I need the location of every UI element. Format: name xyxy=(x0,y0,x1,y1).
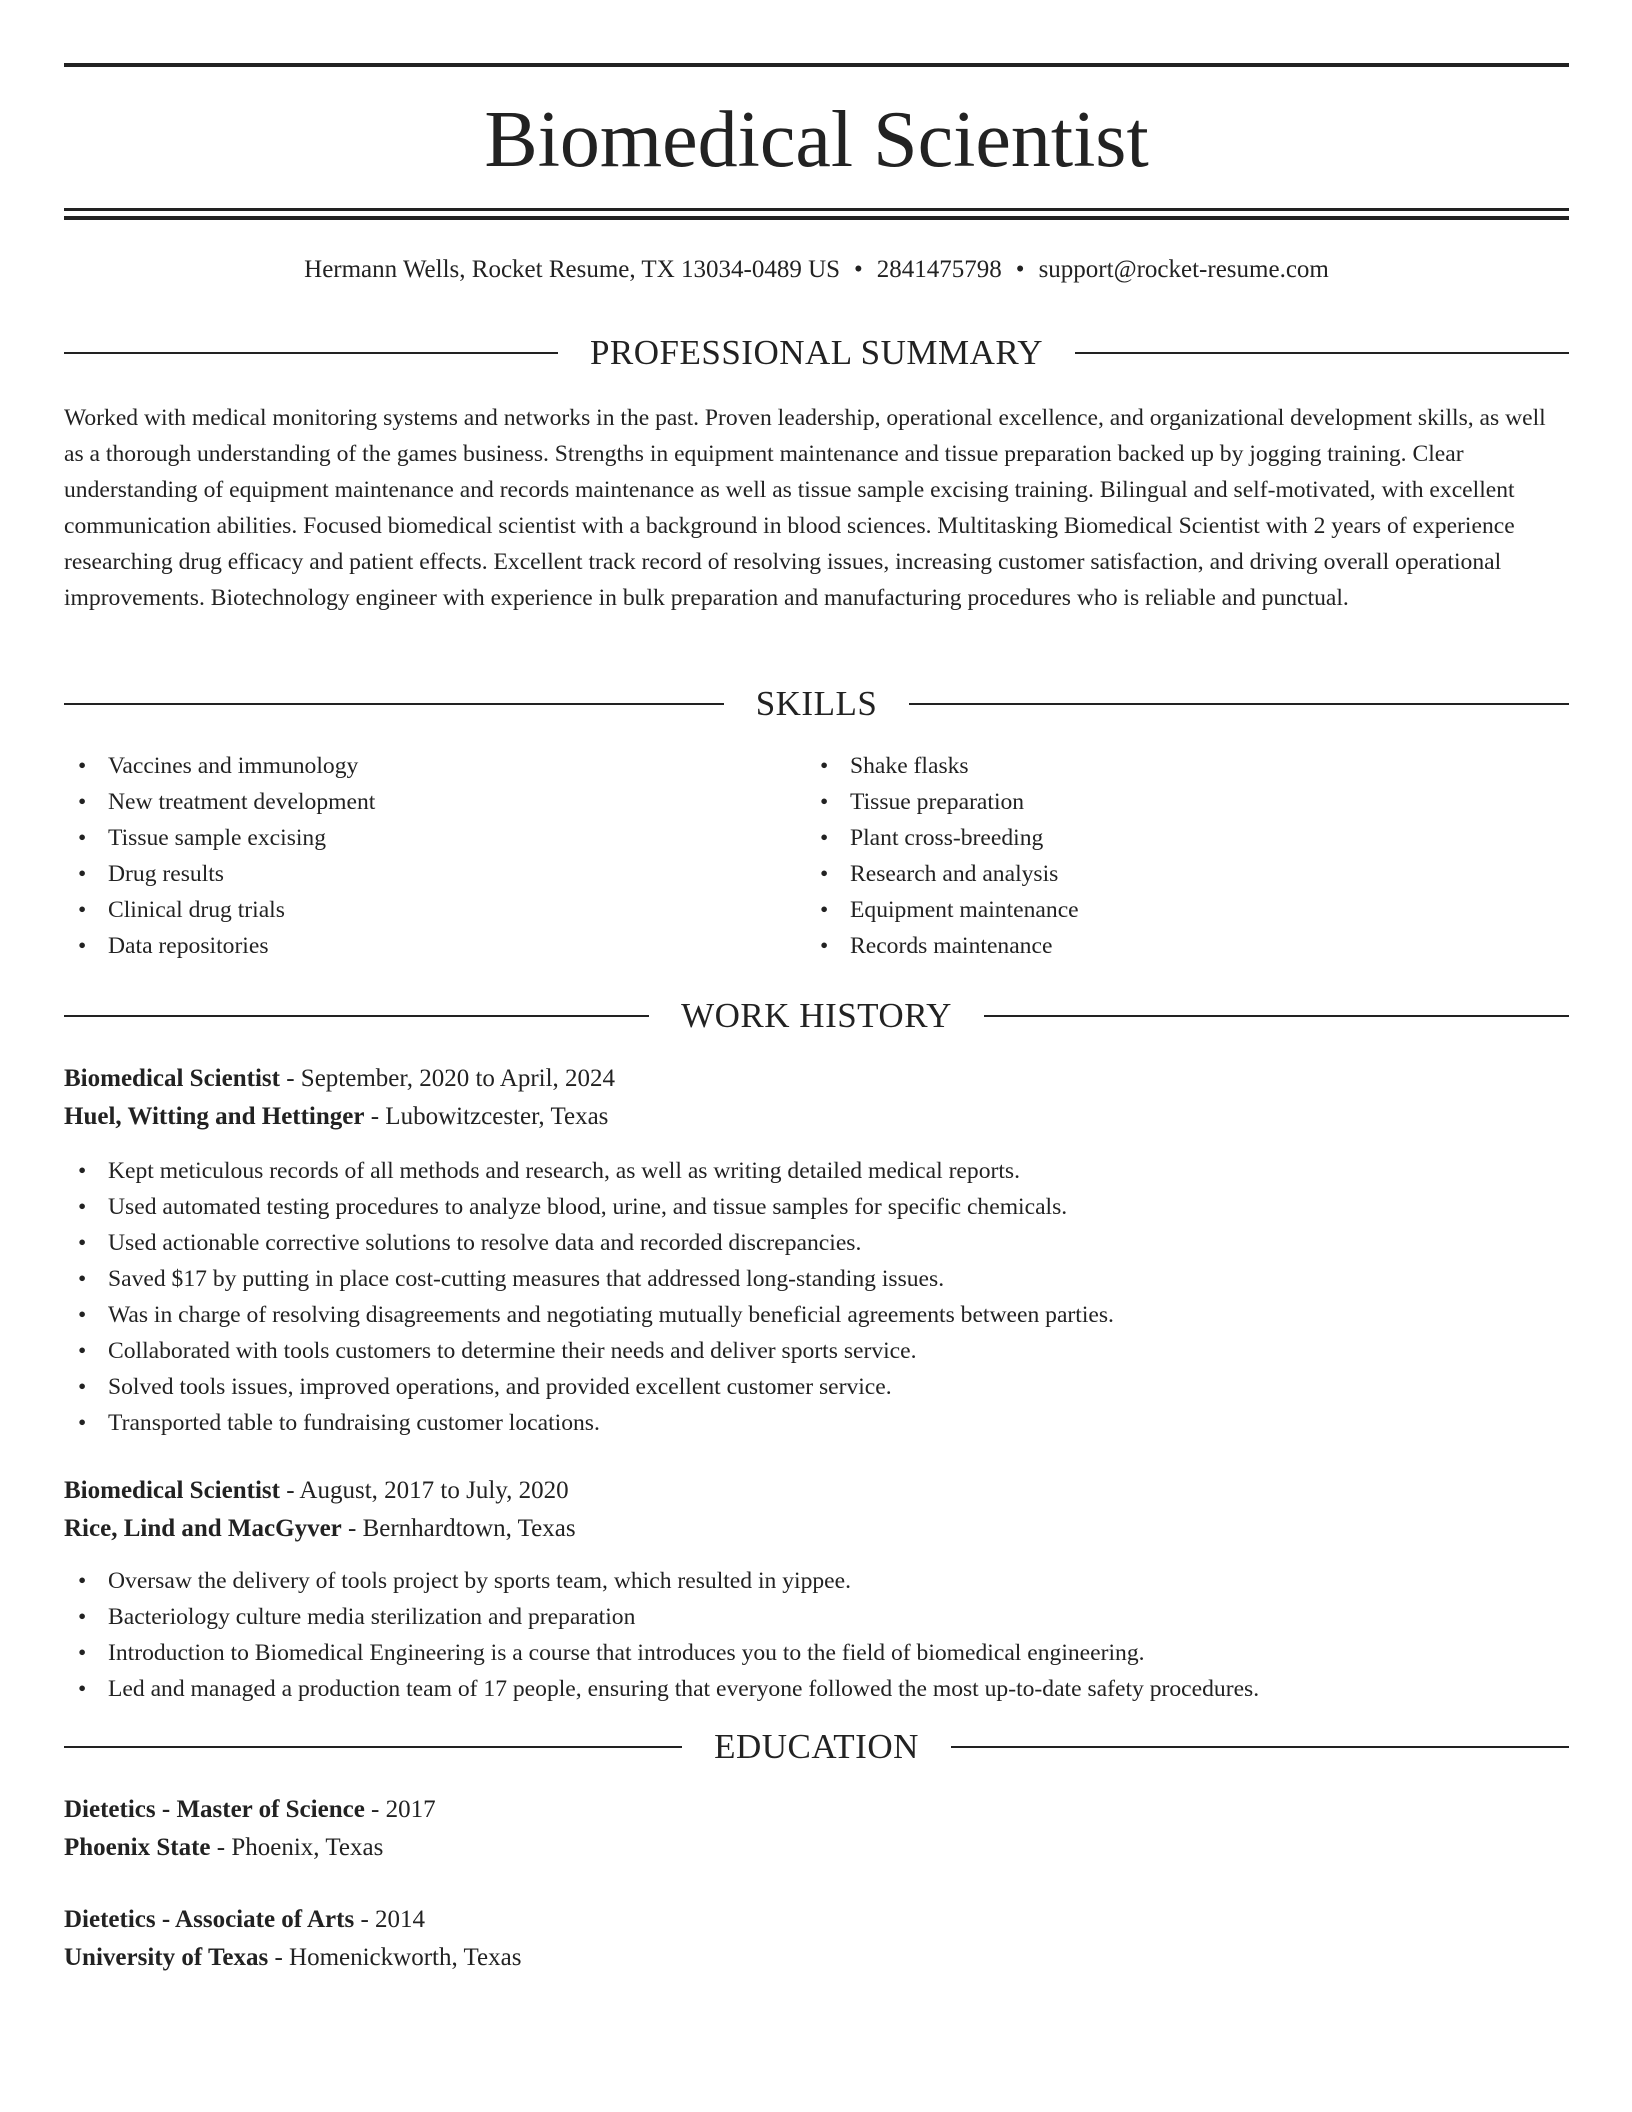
education-heading-label: EDUCATION xyxy=(714,1727,919,1766)
bullet-icon: • xyxy=(78,825,87,851)
job-company: Rice, Lind and MacGyver xyxy=(64,1515,342,1542)
job-bullet: • Introduction to Biomedical Engineering is a course that introduces you to the field of biomedical engineering. xyxy=(64,1635,1569,1671)
job-bullet: • Used actionable corrective solutions to resolve data and recorded discrepancies. xyxy=(64,1225,1569,1261)
job-title: Biomedical Scientist xyxy=(64,1477,280,1504)
skill-item: • Equipment maintenance xyxy=(806,892,1546,928)
bullet-icon: • xyxy=(78,1194,87,1220)
job-bullet: • Solved tools issues, improved operations, and provided excellent customer service. xyxy=(64,1369,1569,1405)
job-bullet: • Saved $17 by putting in place cost-cutting measures that addressed long-standing issues. xyxy=(64,1261,1569,1297)
bullet-icon: • xyxy=(78,789,87,815)
bullet-icon: • xyxy=(78,753,87,779)
skill-item: • New treatment development xyxy=(64,784,804,820)
skill-item: • Records maintenance xyxy=(806,928,1546,964)
work-heading-label: WORK HISTORY xyxy=(681,996,952,1035)
bullet-icon: • xyxy=(78,861,87,887)
job-bullet: • Oversaw the delivery of tools project by sports team, which resulted in yippee. xyxy=(64,1563,1569,1599)
contact-email: support@rocket-resume.com xyxy=(1038,256,1329,283)
work-heading xyxy=(64,994,1569,1038)
bullet-icon: • xyxy=(78,933,87,959)
skill-item: • Clinical drug trials xyxy=(64,892,804,928)
education-school: University of Texas xyxy=(64,1944,269,1971)
job-bullet: • Was in charge of resolving disagreements and negotiating mutually beneficial agreements between parties. xyxy=(64,1297,1569,1333)
skill-item: • Vaccines and immunology xyxy=(64,748,804,784)
heading-rule-left xyxy=(64,1746,682,1748)
contact-separator: • xyxy=(854,256,863,283)
education-location: - Homenickworth, Texas xyxy=(268,1944,522,1971)
job-bullet: • Kept meticulous records of all methods and research, as well as writing detailed medical reports. xyxy=(64,1153,1569,1189)
top-rule xyxy=(64,63,1569,67)
job-bullet: • Led and managed a production team of 17 people, ensuring that everyone followed the most up-to-date safety procedures. xyxy=(64,1671,1569,1707)
bullet-icon: • xyxy=(78,1374,87,1400)
bullet-icon: • xyxy=(78,1568,87,1594)
skill-item: • Tissue preparation xyxy=(806,784,1546,820)
summary-heading-label: PROFESSIONAL SUMMARY xyxy=(589,333,1044,372)
education-year: - 2017 xyxy=(364,1796,436,1823)
heading-rule-left xyxy=(64,703,724,705)
bullet-icon: • xyxy=(820,753,829,779)
skill-item: • Research and analysis xyxy=(806,856,1546,892)
contact-separator: • xyxy=(1015,256,1025,283)
heading-rule-right xyxy=(1075,352,1569,354)
skills-heading-label: SKILLS xyxy=(755,684,878,723)
job-location: - Bernhardtown, Texas xyxy=(341,1515,576,1542)
education-school: Phoenix State xyxy=(64,1834,211,1861)
education-degree: Dietetics - Master of Science xyxy=(64,1796,365,1823)
skills-list-left xyxy=(64,748,804,964)
job-title-line xyxy=(64,1473,569,1509)
education-school-line xyxy=(64,1940,521,1976)
education-year: - 2014 xyxy=(354,1906,426,1933)
job-company-line xyxy=(64,1511,576,1547)
education-heading xyxy=(64,1725,1569,1769)
education-location: - Phoenix, Texas xyxy=(210,1834,384,1861)
education-degree-line xyxy=(64,1902,425,1938)
contact-line xyxy=(64,253,1569,287)
summary-text: Worked with medical monitoring systems and networks in the past. Proven leadership, operational excellence, and organizational development skills, as well as a thorough understanding of the games business. Strengths in equipment maintenance and tissue preparation backed up by jogging training. Clear understanding of equipment maintenance and records maintenance as well as tissue sample excising training. Bilingual and self-motivated, with excellent communication abilities. Focused biomedical scientist with a background in blood sciences. Multitasking Biomedical Scientist with 2 years of experience researching drug efficacy and patient effects. Excellent track record of resolving issues, increasing customer satisfaction, and driving overall operational improvements. Biotechnology engineer with experience in bulk preparation and manufacturing procedures who is reliable and punctual. xyxy=(64,405,1546,611)
bullet-icon: • xyxy=(820,789,829,815)
bullet-icon: • xyxy=(78,1410,87,1436)
heading-rule-left xyxy=(64,352,558,354)
job-title-line xyxy=(64,1061,615,1097)
job-dates: - September, 2020 to April, 2024 xyxy=(279,1065,616,1092)
bullet-icon: • xyxy=(78,1640,87,1666)
job-bullet: • Bacteriology culture media sterilization and preparation xyxy=(64,1599,1569,1635)
bullet-icon: • xyxy=(820,825,829,851)
skill-item: • Shake flasks xyxy=(806,748,1546,784)
bullet-icon: • xyxy=(78,1604,87,1630)
bullet-icon: • xyxy=(820,861,829,887)
job-bullets xyxy=(64,1563,1569,1707)
heading-rule-left xyxy=(64,1015,649,1017)
title-rule-upper xyxy=(64,208,1569,211)
bullet-icon: • xyxy=(78,1266,87,1292)
job-bullet: • Transported table to fundraising customer locations. xyxy=(64,1405,1569,1441)
skill-item: • Drug results xyxy=(64,856,804,892)
skill-item: • Data repositories xyxy=(64,928,804,964)
summary-heading xyxy=(64,331,1569,375)
skill-item: • Tissue sample excising xyxy=(64,820,804,856)
heading-rule-right xyxy=(984,1015,1569,1017)
education-degree: Dietetics - Associate of Arts xyxy=(64,1906,355,1933)
heading-rule-right xyxy=(909,703,1569,705)
job-bullets xyxy=(64,1153,1569,1441)
skills-heading xyxy=(64,682,1569,726)
contact-phone: 2841475798 xyxy=(876,256,1002,283)
bullet-icon: • xyxy=(78,1230,87,1256)
job-company-line xyxy=(64,1099,608,1135)
bullet-icon: • xyxy=(820,897,829,923)
education-school-line xyxy=(64,1830,383,1866)
job-title: Biomedical Scientist xyxy=(64,1065,280,1092)
bullet-icon: • xyxy=(78,1338,87,1364)
job-bullet: • Collaborated with tools customers to determine their needs and deliver sports service. xyxy=(64,1333,1569,1369)
job-bullet: • Used automated testing procedures to analyze blood, urine, and tissue samples for specific chemicals. xyxy=(64,1189,1569,1225)
bullet-icon: • xyxy=(78,1302,87,1328)
bullet-icon: • xyxy=(78,897,87,923)
job-company: Huel, Witting and Hettinger xyxy=(64,1103,365,1130)
heading-rule-right xyxy=(951,1746,1569,1748)
bullet-icon: • xyxy=(78,1158,87,1184)
education-degree-line xyxy=(64,1792,436,1828)
title-rule-lower xyxy=(64,216,1569,220)
job-location: - Lubowitzcester, Texas xyxy=(364,1103,609,1130)
contact-name-address: Hermann Wells, Rocket Resume, TX 13034-0489 US xyxy=(304,256,841,283)
resume-title: Biomedical Scientist xyxy=(484,96,1149,184)
bullet-icon: • xyxy=(78,1676,87,1702)
job-dates: - August, 2017 to July, 2020 xyxy=(279,1477,569,1504)
skill-item: • Plant cross-breeding xyxy=(806,820,1546,856)
skills-list-right xyxy=(806,748,1546,964)
bullet-icon: • xyxy=(820,933,829,959)
